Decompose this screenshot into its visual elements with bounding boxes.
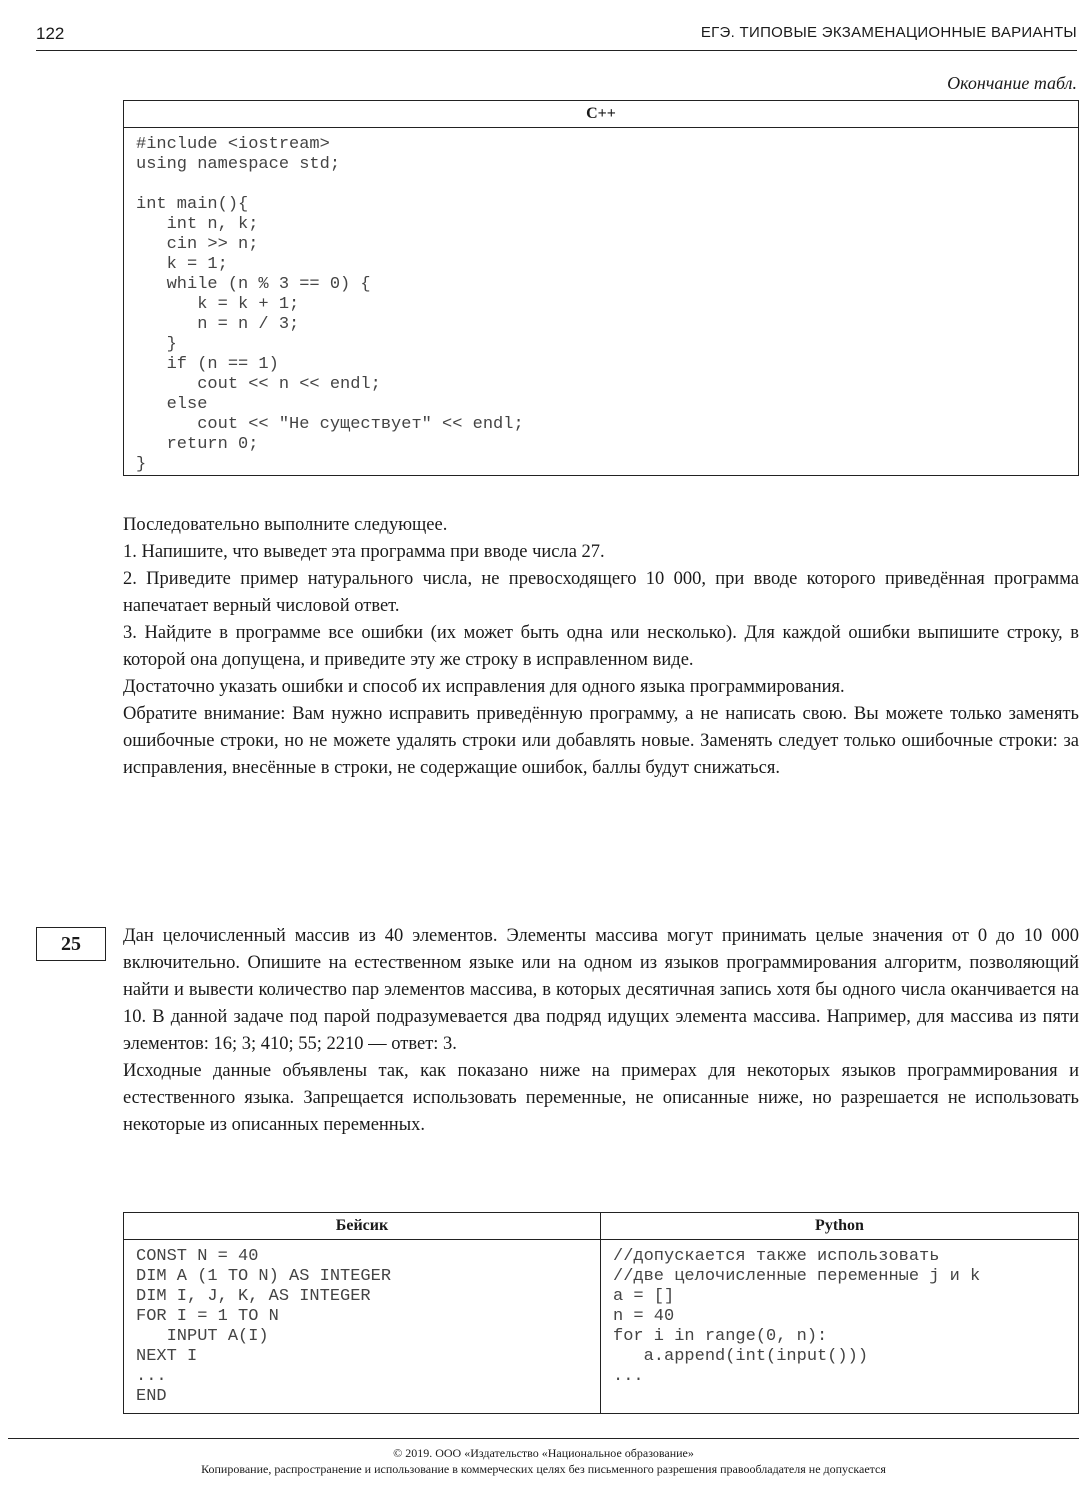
header-rule bbox=[36, 50, 1077, 51]
task25-paragraph: Исходные данные объявлены так, как показано ниже на примерах для некоторых языков программирования и естественного языка. Запрещается использовать переменные, не описанные ниже, но разрешается не использовать некоторые из описанных переменных. bbox=[123, 1061, 1079, 1135]
task24-paragraph: Последовательно выполните следующее. bbox=[123, 515, 448, 535]
task24-paragraph: Достаточно указать ошибки и способ их исправления для одного языка программирования. bbox=[123, 677, 845, 697]
basic-heading: Бейсик bbox=[124, 1213, 601, 1240]
task25-text bbox=[123, 923, 1079, 1139]
footer-notice: Копирование, распространение и использование в коммерческих целях без письменного разрешения правообладателя не допускается bbox=[201, 1462, 886, 1476]
task24-paragraph: Обратите внимание: Вам нужно исправить приведённую программу, а не написать свою. Вы можете только заменять ошибочные строки, но не можете удалять строки или добавлять новые. Заменять следует только ошибочные строки: за исправления, внесённые в строки, не содержащие ошибок, баллы будут снижаться. bbox=[123, 704, 1079, 778]
table-caption: Окончание табл. bbox=[947, 73, 1077, 93]
footer-copyright: © 2019. ООО «Издательство «Национальное образование» bbox=[393, 1446, 694, 1460]
basic-python-code-table bbox=[123, 1212, 1079, 1414]
running-title: ЕГЭ. ТИПОВЫЕ ЭКЗАМЕНАЦИОННЫЕ ВАРИАНТЫ bbox=[700, 24, 1077, 41]
cpp-heading: C++ bbox=[124, 101, 1079, 128]
task24-paragraph: 3. Найдите в программе все ошибки (их может быть одна или несколько). Для каждой ошибки выпишите строку, в которой она допущена, и приведите эту же строку в исправленном виде. bbox=[123, 623, 1079, 670]
python-heading: Python bbox=[601, 1213, 1079, 1240]
cpp-code-table bbox=[123, 100, 1079, 476]
task24-text bbox=[123, 512, 1079, 782]
page-number: 122 bbox=[36, 24, 65, 43]
python-code: //допускается также использовать //две целочисленные переменные j и k a = [] n = 40 for i in range(0, n): a.append(int(input())) ... bbox=[613, 1247, 981, 1386]
task24-paragraph: 2. Приведите пример натурального числа, не превосходящего 10 000, при вводе которого приведённая программа напечатает верный числовой ответ. bbox=[123, 569, 1079, 616]
task25-paragraph: Дан целочисленный массив из 40 элементов. Элементы массива могут принимать целые значения от 0 до 10 000 включительно. Опишите на естественном языке или на одном из языков программирования алгоритм, позволяющий найти и вывести количество пар элементов массива, в которых десятичная запись хотя бы одного числа оканчивается на 10. В данной задаче под парой подразумевается два подряд идущих элемента массива. Например, для массива из пяти элементов: 16; 3; 410; 55; 2210 — ответ: 3. bbox=[123, 926, 1079, 1054]
footer-rule bbox=[8, 1438, 1079, 1439]
cpp-code: #include <iostream> using namespace std; int main(){ int n, k; cin >> n; k = 1; while (n % 3 == 0) { k = k + 1; n = n / 3; } if (n == 1) cout << n << endl; else cout << "Не существует" << endl; return 0; } bbox=[136, 135, 524, 474]
task-number-badge: 25 bbox=[36, 927, 106, 961]
task24-paragraph: 1. Напишите, что выведет эта программа при вводе числа 27. bbox=[123, 542, 605, 562]
basic-code: CONST N = 40 DIM A (1 TO N) AS INTEGER DIM I, J, K, AS INTEGER FOR I = 1 TO N INPUT A(I) NEXT I ... END bbox=[136, 1247, 392, 1406]
